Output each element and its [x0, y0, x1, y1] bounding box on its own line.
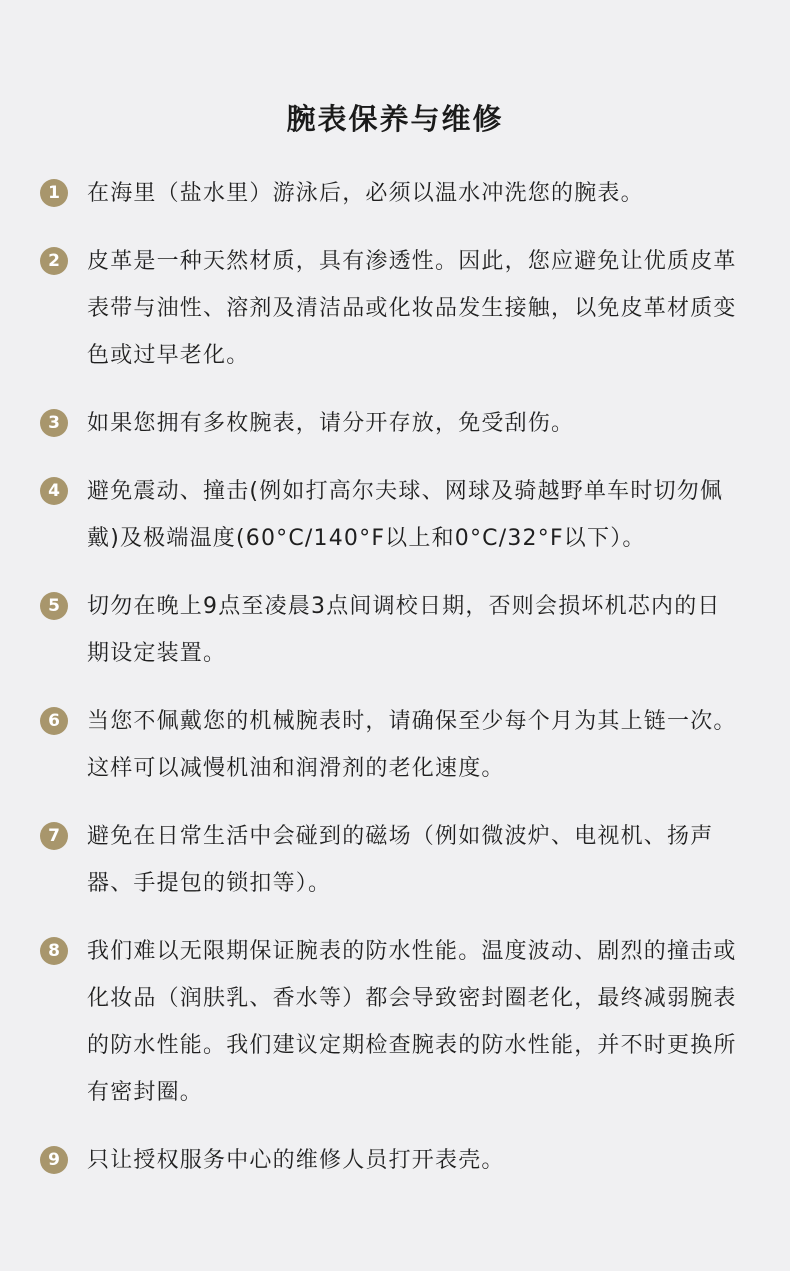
list-item	[40, 238, 740, 379]
list-item-text: 避免震动、撞击(例如打高尔夫球、网球及骑越野单车时切勿佩戴)及极端温度(60°C/140°F以上和0°C/32°F以下）。	[87, 479, 724, 551]
page-title: 腕表保养与维修	[286, 102, 504, 137]
number-badge: 5	[40, 592, 68, 620]
number-badge: 3	[40, 409, 68, 437]
number-badge: 2	[40, 247, 68, 275]
list-item	[40, 583, 740, 677]
list-item-text: 我们难以无限期保证腕表的防水性能。温度波动、剧烈的撞击或化妆品（润肤乳、香水等）都会导致密封圈老化，最终减弱腕表的防水性能。我们建议定期检查腕表的防水性能，并不时更换所有密封圈。	[87, 939, 737, 1105]
list-item-text: 如果您拥有多枚腕表，请分开存放，免受刮伤。	[87, 411, 575, 436]
list-item	[40, 400, 740, 447]
number-badge: 1	[40, 179, 68, 207]
list-item	[40, 170, 740, 217]
list-item-text: 只让授权服务中心的维修人员打开表壳。	[87, 1148, 505, 1173]
list-item-text: 当您不佩戴您的机械腕表时，请确保至少每个月为其上链一次。这样可以减慢机油和润滑剂的老化速度。	[87, 709, 737, 781]
list-item-text: 避免在日常生活中会碰到的磁场（例如微波炉、电视机、扬声器、手提包的锁扣等）。	[87, 824, 714, 896]
number-badge: 7	[40, 822, 68, 850]
list-item	[40, 928, 740, 1116]
list-item-text: 切勿在晚上9点至凌晨3点间调校日期，否则会损坏机芯内的日期设定装置。	[87, 594, 721, 666]
list-item	[40, 813, 740, 907]
list-item-text: 在海里（盐水里）游泳后，必须以温水冲洗您的腕表。	[87, 181, 644, 206]
care-instructions-list	[40, 170, 740, 1205]
list-item	[40, 698, 740, 792]
list-item-text: 皮革是一种天然材质，具有渗透性。因此，您应避免让优质皮革表带与油性、溶剂及清洁品或化妆品发生接触，以免皮革材质变色或过早老化。	[87, 249, 737, 368]
number-badge: 9	[40, 1146, 68, 1174]
number-badge: 6	[40, 707, 68, 735]
list-item	[40, 468, 740, 562]
number-badge: 4	[40, 477, 68, 505]
number-badge: 8	[40, 937, 68, 965]
list-item	[40, 1137, 740, 1184]
